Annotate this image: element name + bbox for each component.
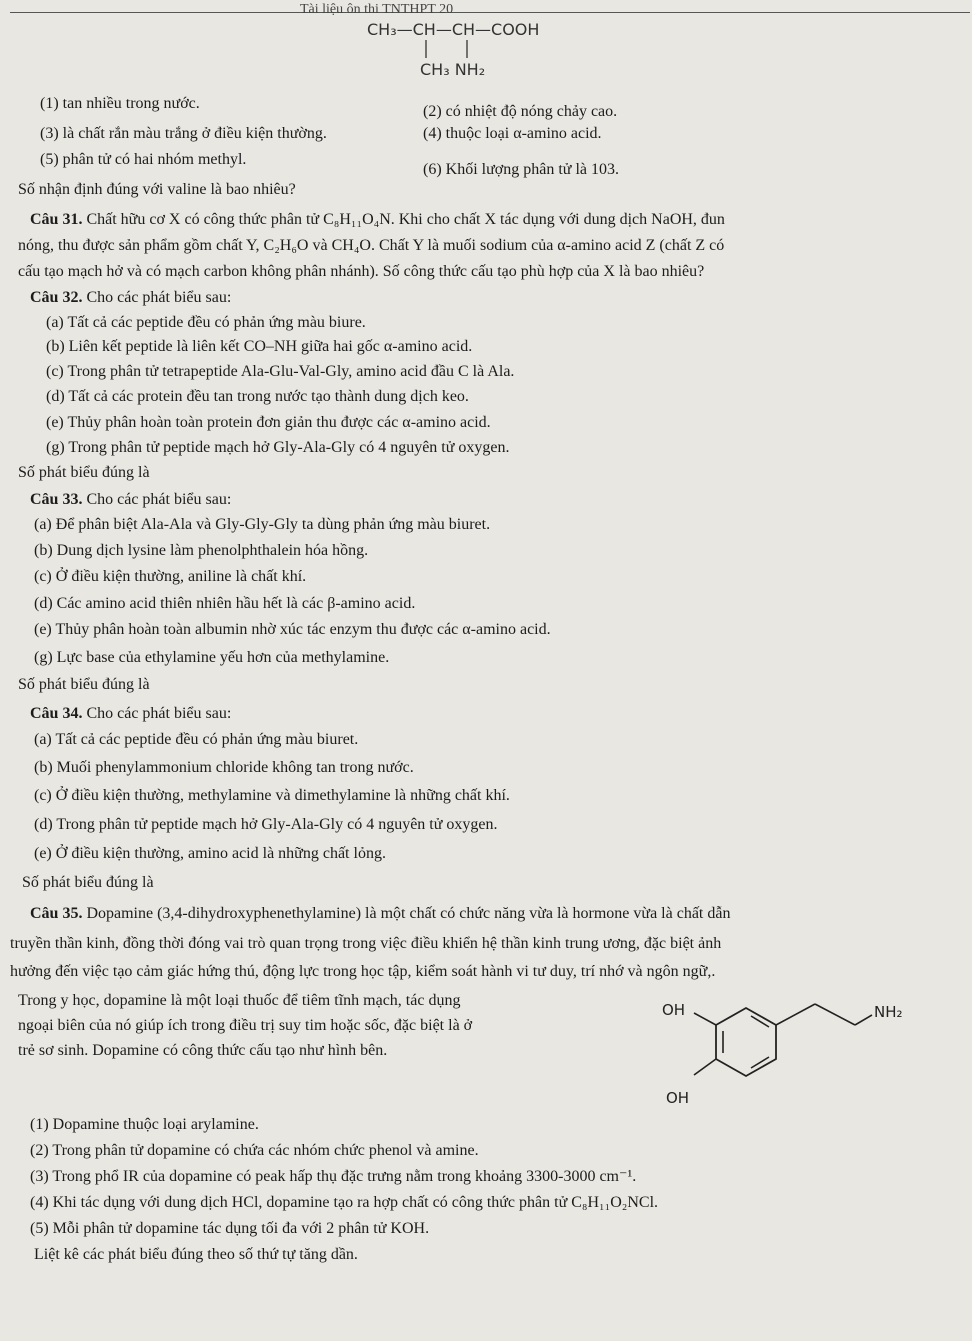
- dopamine-structure: [650, 995, 930, 1115]
- q35-item-2: (2) Trong phân tử dopamine có chứa các nhóm chức phenol và amine.: [30, 1142, 479, 1159]
- q35-line-2: truyền thần kinh, đồng thời đóng vai trò quan trọng trong việc điều khiển hệ thần kinh trung ương, đặc biệt ảnh: [10, 935, 722, 952]
- q32-item-e: (e) Thủy phân hoàn toàn protein đơn giản thu được các α-amino acid.: [46, 414, 491, 431]
- q35-ask: Liệt kê các phát biểu đúng theo số thứ tự tăng dần.: [34, 1246, 358, 1263]
- q32-item-c: (c) Trong phân tử tetrapeptide Ala-Glu-Val-Gly, amino acid đầu C là Ala.: [46, 363, 515, 380]
- q31-line-2: nóng, thu được sản phẩm gồm chất Y, C₂H₆O và CH₄O. Chất Y là muối sodium của α-amino acid Z (chất Z có: [18, 237, 725, 254]
- q33-item-d: (d) Các amino acid thiên nhiên hầu hết là các β-amino acid.: [34, 595, 416, 612]
- q35-item-1: (1) Dopamine thuộc loại arylamine.: [30, 1116, 259, 1133]
- q34-item-b: (b) Muối phenylammonium chloride không tan trong nước.: [34, 759, 414, 776]
- q32-heading: Câu 32. Cho các phát biểu sau:: [30, 289, 232, 306]
- q32-item-b: (b) Liên kết peptide là liên kết CO–NH giữa hai gốc α-amino acid.: [46, 338, 473, 355]
- q33-ask: Số phát biểu đúng là: [18, 676, 150, 693]
- q35-item-5: (5) Mỗi phân tử dopamine tác dụng tối đa với 2 phân tử KOH.: [30, 1220, 430, 1237]
- q31-line-3: cấu tạo mạch hở và có mạch carbon không phân nhánh). Số công thức cấu tạo phù hợp của X là bao nhiêu?: [18, 263, 705, 280]
- q33-item-c: (c) Ở điều kiện thường, aniline là chất khí.: [34, 568, 307, 585]
- q31-line-1: Câu 31. Chất hữu cơ X có công thức phân tử C₈H₁₁O₄N. Khi cho chất X tác dụng với dung dịch NaOH, đun: [30, 211, 725, 228]
- q35-line-6: trẻ sơ sinh. Dopamine có công thức cấu tạo như hình bên.: [18, 1042, 388, 1059]
- q35-line-5: ngoại biên của nó giúp ích trong điều trị suy tim hoặc sốc, đặc biệt là ở: [18, 1017, 473, 1034]
- q34-item-e: (e) Ở điều kiện thường, amino acid là những chất lỏng.: [34, 845, 386, 862]
- q35-line-3: hưởng đến việc tạo cảm giác hứng thú, động lực trong học tập, kiểm soát hành vi tư duy, trí nhớ và ngôn ngữ,.: [10, 963, 716, 980]
- q34-item-a: (a) Tất cả các peptide đều có phản ứng màu biuret.: [34, 731, 359, 748]
- q32-item-a: (a) Tất cả các peptide đều có phản ứng màu biure.: [46, 314, 366, 331]
- q33-label: Câu 33.: [30, 491, 83, 508]
- q35-line-1: Câu 35. Dopamine (3,4-dihydroxyphenethylamine) là một chất có chức năng vừa là hormone vừa là chất dẫn: [30, 905, 731, 922]
- q34-ask: Số phát biểu đúng là: [22, 874, 154, 891]
- q33-item-a: (a) Để phân biệt Ala-Ala và Gly-Gly-Gly ta dùng phản ứng màu biuret.: [34, 516, 491, 533]
- q32-label: Câu 32.: [30, 289, 83, 306]
- valine-statement-2: (2) có nhiệt độ nóng chảy cao.: [423, 103, 618, 120]
- valine-statement-4: (4) thuộc loại α-amino acid.: [423, 125, 602, 142]
- valine-statement-3: (3) là chất rắn màu trắng ở điều kiện thường.: [40, 125, 327, 142]
- valine-formula-bonds: [420, 36, 480, 62]
- q35-label: Câu 35.: [30, 905, 83, 922]
- q34-heading: Câu 34. Cho các phát biểu sau:: [30, 705, 232, 722]
- q35-line-4: Trong y học, dopamine là một loại thuốc để tiêm tĩnh mạch, tác dụng: [18, 992, 461, 1009]
- q35-item-4: (4) Khi tác dụng với dung dịch HCl, dopamine tạo ra hợp chất có công thức phân tử C₈H₁₁O₂NCl.: [30, 1194, 659, 1211]
- q34-item-d: (d) Trong phân tử peptide mạch hở Gly-Ala-Gly có 4 nguyên tử oxygen.: [34, 816, 498, 833]
- q33-item-b: (b) Dung dịch lysine làm phenolphthalein hóa hồng.: [34, 542, 369, 559]
- q34-label: Câu 34.: [30, 705, 83, 722]
- valine-statement-6: (6) Khối lượng phân tử là 103.: [423, 161, 619, 178]
- q32-item-d: (d) Tất cả các protein đều tan trong nước tạo thành dung dịch keo.: [46, 388, 469, 405]
- header-rule: [10, 12, 970, 13]
- valine-formula-main: CH₃—CH—CH—COOH: [367, 20, 540, 39]
- valine-statement-5: (5) phân tử có hai nhóm methyl.: [40, 151, 247, 168]
- q32-ask: Số phát biểu đúng là: [18, 464, 150, 481]
- q32-item-g: (g) Trong phân tử peptide mạch hở Gly-Ala-Gly có 4 nguyên tử oxygen.: [46, 439, 510, 456]
- valine-question: Số nhận định đúng với valine là bao nhiêu?: [18, 181, 296, 198]
- q35-item-3: (3) Trong phổ IR của dopamine có peak hấp thụ đặc trưng nằm trong khoảng 3300-3000 cm⁻¹.: [30, 1168, 637, 1185]
- dopamine-nh2: NH₂: [874, 1003, 903, 1021]
- dopamine-oh-bottom: OH: [666, 1089, 690, 1107]
- q34-item-c: (c) Ở điều kiện thường, methylamine và dimethylamine là những chất khí.: [34, 787, 510, 804]
- header-title: Tài liệu ôn thi TNTHPT 20: [300, 2, 454, 17]
- q33-item-e: (e) Thủy phân hoàn toàn albumin nhờ xúc tác enzym thu được các α-amino acid.: [34, 621, 551, 638]
- dopamine-oh-top: OH: [662, 1001, 686, 1019]
- valine-formula-substituents: CH₃ NH₂: [420, 60, 486, 79]
- valine-statement-1: (1) tan nhiều trong nước.: [40, 95, 200, 112]
- q33-item-g: (g) Lực base của ethylamine yếu hơn của methylamine.: [34, 649, 390, 666]
- q33-heading: Câu 33. Cho các phát biểu sau:: [30, 491, 232, 508]
- q31-label: Câu 31.: [30, 211, 83, 228]
